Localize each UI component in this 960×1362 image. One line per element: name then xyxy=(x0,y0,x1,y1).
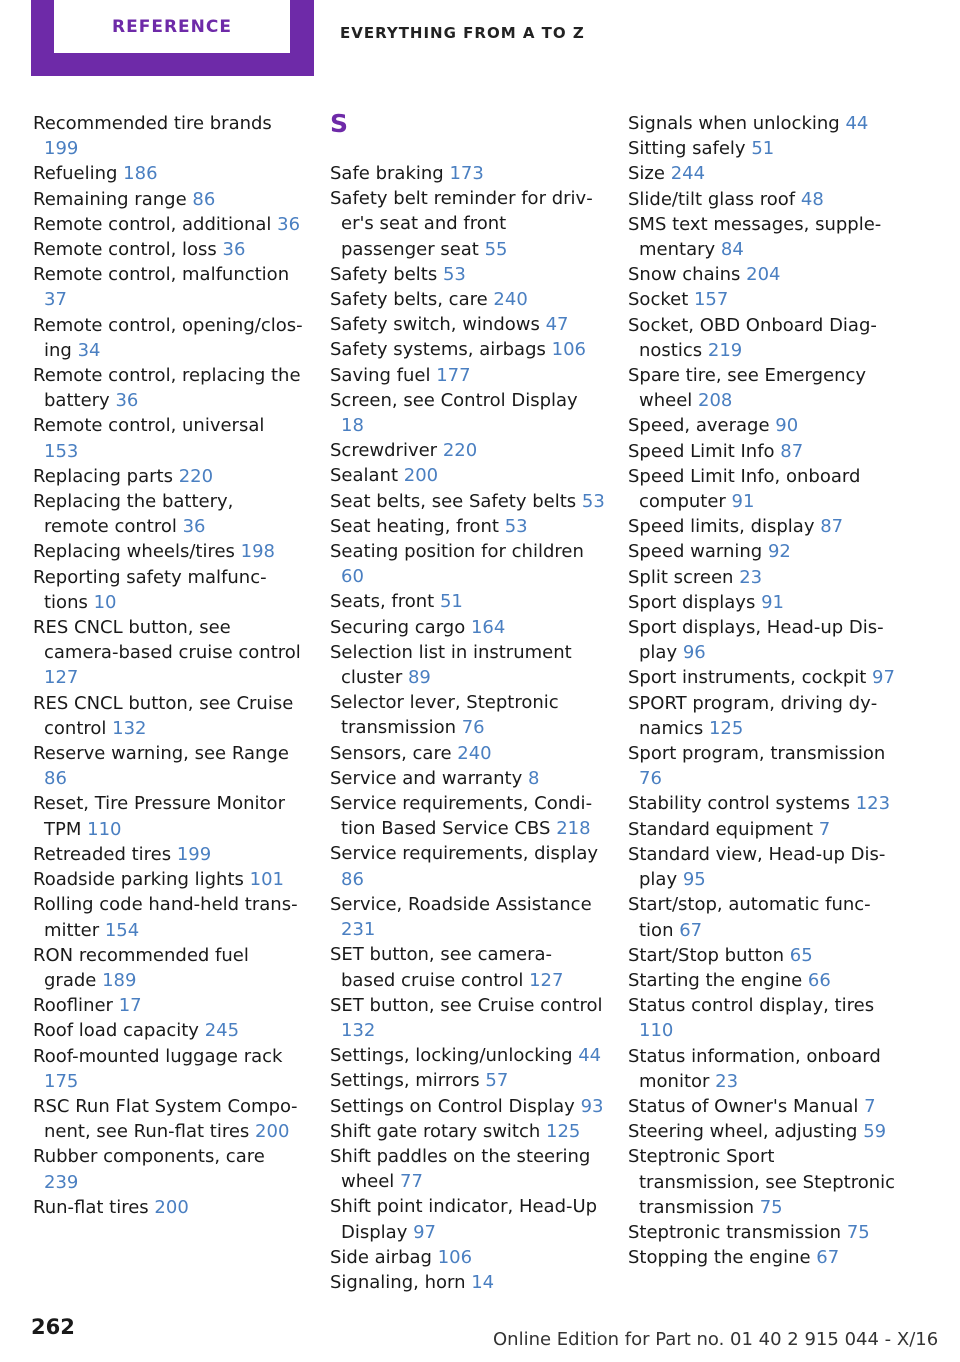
entry-text: Steering wheel, adjusting xyxy=(628,1121,858,1143)
page-link[interactable]: 245 xyxy=(204,1020,240,1042)
index-entry xyxy=(330,388,605,438)
entry-text: Safety belts, care xyxy=(330,289,488,311)
entry-text: Recommended tire brands xyxy=(33,113,272,134)
index-entry xyxy=(33,413,303,463)
index-entry xyxy=(628,817,898,842)
index-entry xyxy=(330,766,605,791)
page-link[interactable]: 240 xyxy=(493,289,528,311)
entry-text: Seats, front xyxy=(330,591,435,613)
entry-text: Screen, see Control Display xyxy=(330,389,578,411)
index-entry xyxy=(33,237,303,262)
entry-text: Service requirements, Condition Based Service CBS xyxy=(330,793,593,840)
index-entry xyxy=(330,942,605,992)
page-link[interactable]: 125 xyxy=(546,1120,581,1142)
page-link[interactable]: 123 xyxy=(855,793,891,815)
entry-text: Refueling xyxy=(33,163,118,185)
index-entry xyxy=(330,1194,605,1244)
page-link[interactable]: 220 xyxy=(442,440,478,462)
footer-edition: Online Edition for Part no. 01 40 2 915 044 - X/16 xyxy=(493,1329,939,1350)
entry-text: SET button, see Cruise control xyxy=(330,994,603,1016)
index-entry xyxy=(628,615,898,665)
page-link[interactable]: 110 xyxy=(87,818,122,840)
entry-text: SPORT program, driving dynamics xyxy=(628,692,878,739)
page-link[interactable]: 18 xyxy=(341,415,364,437)
entry-text: Shift point indicator, Head-Up Display xyxy=(330,1196,598,1243)
entry-text: Size xyxy=(628,163,665,185)
entry-text: Spare tire, see Emergency wheel xyxy=(628,365,867,412)
page-link[interactable]: 220 xyxy=(178,465,214,487)
page-link[interactable]: 186 xyxy=(123,163,158,185)
page-link[interactable]: 189 xyxy=(102,969,137,991)
entry-text: RES CNCL button, see Cruise control xyxy=(33,692,294,739)
index-entry xyxy=(330,1043,605,1068)
index-entry xyxy=(33,615,303,691)
page-link[interactable]: 240 xyxy=(457,742,492,764)
entry-text: Remote control, loss xyxy=(33,239,217,261)
entry-text: Socket xyxy=(628,289,689,311)
index-entry xyxy=(628,1119,898,1144)
index-entry xyxy=(33,842,303,867)
page-link[interactable]: 60 xyxy=(341,566,364,588)
page-link[interactable]: 37 xyxy=(44,289,67,311)
page-link[interactable]: 177 xyxy=(436,364,471,386)
page-link[interactable]: 95 xyxy=(682,869,706,891)
page-link[interactable]: 154 xyxy=(104,919,140,941)
index-entry xyxy=(33,262,303,312)
page-link[interactable]: 44 xyxy=(845,113,869,134)
index-entry xyxy=(33,993,303,1018)
page-link[interactable]: 198 xyxy=(240,541,276,563)
page-link[interactable]: 127 xyxy=(44,667,79,689)
index-entry xyxy=(628,212,898,262)
index-entry xyxy=(628,943,898,968)
entry-text: Service, Roadside Assistance xyxy=(330,893,592,915)
entry-text: Start/Stop button xyxy=(628,944,785,966)
page-link[interactable]: 110 xyxy=(639,1020,674,1042)
entry-text: Sport displays, Head-up Display xyxy=(628,617,884,664)
page-link[interactable]: 125 xyxy=(708,717,744,739)
index-entry xyxy=(330,1119,605,1144)
entry-text: Sitting safely xyxy=(628,138,746,160)
page-link[interactable]: 7 xyxy=(864,1095,876,1117)
entry-text: Service and warranty xyxy=(330,767,523,789)
index-column-1 xyxy=(33,111,303,1220)
entry-text: SET button, see camera-based cruise control xyxy=(330,944,553,991)
page-link[interactable]: 67 xyxy=(816,1247,840,1269)
index-entry xyxy=(330,337,605,362)
index-entry xyxy=(330,1144,605,1194)
index-entry xyxy=(330,640,605,690)
entry-text: Replacing the battery, remote control xyxy=(33,491,234,538)
page-link[interactable]: 34 xyxy=(77,339,101,361)
entry-text: Snow chains xyxy=(628,264,741,286)
entry-text: Roof-mounted luggage rack xyxy=(33,1045,283,1067)
index-entry xyxy=(33,691,303,741)
page-link[interactable]: 76 xyxy=(639,768,662,790)
index-entry xyxy=(330,892,605,942)
entry-text: Sport instruments, cockpit xyxy=(628,667,867,689)
index-entry xyxy=(628,842,898,892)
index-entry xyxy=(628,313,898,363)
page-link[interactable]: 218 xyxy=(556,818,591,840)
entry-text: Speed limits, display xyxy=(628,516,815,538)
entry-text: Saving fuel xyxy=(330,364,431,386)
entry-text: RES CNCL button, see camera-based cruise control xyxy=(33,617,301,664)
entry-text: Replacing wheels/tires xyxy=(33,541,235,563)
entry-text: Reporting safety malfunctions xyxy=(33,566,267,613)
index-entry xyxy=(628,1220,898,1245)
index-entry xyxy=(330,539,605,589)
entry-text: Safety belt reminder for driver's seat and front passenger seat xyxy=(330,188,593,260)
index-entry xyxy=(33,741,303,791)
index-entry xyxy=(628,1094,898,1119)
page-title: EVERYTHING FROM A TO Z xyxy=(340,24,585,42)
index-entry xyxy=(33,111,303,161)
index-entry xyxy=(330,615,605,640)
entry-text: Settings, locking/unlocking xyxy=(330,1045,573,1067)
page-link[interactable]: 66 xyxy=(807,969,831,991)
index-entry xyxy=(628,565,898,590)
page-link[interactable]: 59 xyxy=(863,1121,887,1143)
entry-text: Rolling code hand-held transmitter xyxy=(33,894,298,941)
index-entry xyxy=(33,212,303,237)
entry-text: Safety belts xyxy=(330,263,438,285)
page-link[interactable]: 67 xyxy=(679,919,703,941)
page-link[interactable]: 97 xyxy=(413,1221,436,1243)
index-entry xyxy=(33,187,303,212)
index-entry xyxy=(33,489,303,539)
page-link[interactable]: 239 xyxy=(44,1171,79,1193)
page-link[interactable]: 91 xyxy=(761,591,784,613)
index-entry xyxy=(330,589,605,614)
index-entry xyxy=(628,111,898,136)
page-link[interactable]: 86 xyxy=(44,768,67,790)
page-link[interactable]: 23 xyxy=(739,566,763,588)
index-entry xyxy=(628,968,898,993)
index-entry xyxy=(330,1245,605,1270)
entry-text: Selector lever, Steptronic transmission xyxy=(330,692,559,739)
entry-text: Stability control systems xyxy=(628,793,850,815)
entry-text: Safety systems, airbags xyxy=(330,339,546,361)
index-entry xyxy=(330,186,605,262)
page-link[interactable]: 86 xyxy=(341,868,364,890)
page-link[interactable]: 14 xyxy=(471,1271,495,1293)
index-entry xyxy=(628,1144,898,1220)
index-entry xyxy=(33,1044,303,1094)
entry-text: Status of Owner's Manual xyxy=(628,1095,859,1117)
page-link[interactable]: 36 xyxy=(277,213,301,235)
index-entry xyxy=(628,1044,898,1094)
index-entry xyxy=(628,262,898,287)
page-link[interactable]: 17 xyxy=(118,995,142,1017)
entry-text: Run-flat tires xyxy=(33,1196,149,1218)
index-entry xyxy=(33,791,303,841)
section-letter: S xyxy=(330,109,349,138)
index-entry xyxy=(330,463,605,488)
entry-text: Safe braking xyxy=(330,163,444,184)
index-entry xyxy=(628,187,898,212)
entry-text: Settings, mirrors xyxy=(330,1070,480,1092)
index-entry xyxy=(628,691,898,741)
index-entry xyxy=(330,489,605,514)
page-link[interactable]: 92 xyxy=(767,541,791,563)
page-link[interactable]: 132 xyxy=(341,1019,376,1041)
index-entry xyxy=(330,438,605,463)
page-link[interactable]: 10 xyxy=(93,591,117,613)
page-link[interactable]: 97 xyxy=(872,667,895,689)
entry-text: Starting the engine xyxy=(628,969,803,991)
index-entry xyxy=(330,262,605,287)
entry-text: Side airbag xyxy=(330,1246,432,1268)
entry-text: Signaling, horn xyxy=(330,1271,466,1293)
entry-text: Shift gate rotary switch xyxy=(330,1120,541,1142)
index-entry xyxy=(628,665,898,690)
page-link[interactable]: 65 xyxy=(789,944,813,966)
index-entry xyxy=(33,1018,303,1043)
entry-text: Selection list in instrument cluster xyxy=(330,641,572,689)
entry-text: Shift paddles on the steering wheel xyxy=(330,1145,591,1193)
page-number: 262 xyxy=(31,1315,75,1339)
index-entry xyxy=(33,1195,303,1220)
entry-text: Reserve warning, see Range xyxy=(33,743,289,765)
index-entry xyxy=(330,1068,605,1093)
page-link[interactable]: 53 xyxy=(581,490,605,512)
index-entry xyxy=(33,892,303,942)
entry-text: Sealant xyxy=(330,465,399,487)
index-column-2 xyxy=(330,111,605,1295)
page-link[interactable]: 51 xyxy=(751,138,775,160)
page-link[interactable]: 132 xyxy=(112,717,147,739)
index-entry xyxy=(330,841,605,891)
page-link[interactable]: 76 xyxy=(461,717,485,739)
index-entry xyxy=(330,791,605,841)
page-link[interactable]: 208 xyxy=(698,390,733,412)
page-link[interactable]: 173 xyxy=(449,163,484,184)
entry-text: Sport displays xyxy=(628,591,756,613)
index-entry xyxy=(33,565,303,615)
page-link[interactable]: 101 xyxy=(249,869,284,891)
index-entry xyxy=(33,1094,303,1144)
entry-text: Roadside parking lights xyxy=(33,869,244,891)
index-entry xyxy=(33,867,303,892)
index-entry xyxy=(628,590,898,615)
entry-text: Start/stop, automatic function xyxy=(628,894,871,941)
index-entry xyxy=(330,514,605,539)
page-link[interactable]: 93 xyxy=(580,1095,604,1117)
entry-text: Settings on Control Display xyxy=(330,1095,575,1117)
page-link[interactable]: 53 xyxy=(442,263,466,285)
entry-text: Seat heating, front xyxy=(330,515,499,537)
index-entry xyxy=(628,287,898,312)
index-entry xyxy=(628,413,898,438)
entry-text: Speed, average xyxy=(628,415,770,437)
entry-text: Screwdriver xyxy=(330,440,438,462)
entry-text: Rubber components, care xyxy=(33,1146,265,1168)
index-entry xyxy=(330,312,605,337)
page-link[interactable]: 75 xyxy=(846,1221,870,1243)
page-link[interactable]: 44 xyxy=(578,1045,602,1067)
index-entry xyxy=(628,464,898,514)
page-link[interactable]: 200 xyxy=(154,1196,189,1218)
page-link[interactable]: 53 xyxy=(504,515,528,537)
index-entry xyxy=(33,313,303,363)
entry-text: Remote control, replacing the battery xyxy=(33,365,301,412)
entry-text: Remaining range xyxy=(33,188,187,210)
index-entry xyxy=(628,439,898,464)
page-link[interactable]: 106 xyxy=(551,339,586,361)
page-link[interactable]: 75 xyxy=(759,1196,783,1218)
page-link[interactable]: 164 xyxy=(470,616,506,638)
index-entry xyxy=(628,1245,898,1270)
page-link[interactable]: 200 xyxy=(255,1121,290,1143)
entry-text: Remote control, opening/closing xyxy=(33,314,303,361)
entry-text: Standard equipment xyxy=(628,818,814,840)
index-entry xyxy=(330,363,605,388)
index-entry xyxy=(628,892,898,942)
index-entry xyxy=(628,514,898,539)
index-entry xyxy=(33,161,303,186)
entry-text: Steptronic transmission xyxy=(628,1221,842,1243)
index-entry xyxy=(628,993,898,1043)
index-entry xyxy=(330,690,605,740)
index-entry xyxy=(330,1094,605,1119)
entry-text: Speed Limit Info, onboard computer xyxy=(628,465,861,513)
index-entry xyxy=(628,741,898,791)
entry-text: RSC Run Flat System Component, see Run-flat tires xyxy=(33,1095,298,1143)
entry-text: Standard view, Head-up Display xyxy=(628,843,886,891)
entry-text: Replacing parts xyxy=(33,465,173,487)
page-link[interactable]: 84 xyxy=(720,239,744,261)
index-entry xyxy=(330,993,605,1043)
page-link[interactable]: 91 xyxy=(731,491,755,513)
index-entry xyxy=(628,791,898,816)
page-link[interactable]: 57 xyxy=(485,1070,509,1092)
page-link[interactable]: 127 xyxy=(529,969,564,991)
index-entry xyxy=(628,161,898,186)
index-entry xyxy=(33,1144,303,1194)
index-entry xyxy=(330,741,605,766)
entry-text: Roof load capacity xyxy=(33,1020,199,1042)
index-entry xyxy=(330,287,605,312)
entry-text: Seating position for children xyxy=(330,541,584,563)
page-link[interactable]: 89 xyxy=(407,667,431,689)
index-entry xyxy=(33,464,303,489)
entry-text: Stopping the engine xyxy=(628,1247,811,1269)
index-entry xyxy=(330,1270,605,1295)
entry-text: Split screen xyxy=(628,566,734,588)
index-entry xyxy=(628,136,898,161)
index-entry xyxy=(33,363,303,413)
page-link[interactable]: 87 xyxy=(780,440,804,462)
page-link[interactable]: 77 xyxy=(400,1171,423,1193)
entry-text: Status control display, tires xyxy=(628,995,875,1017)
index-entry xyxy=(628,539,898,564)
entry-text: Socket, OBD Onboard Diagnostics xyxy=(628,314,877,361)
page-link[interactable]: 231 xyxy=(341,919,376,941)
page-link[interactable]: 175 xyxy=(44,1070,79,1092)
page-link[interactable]: 36 xyxy=(115,390,139,412)
entry-text: Securing cargo xyxy=(330,616,466,638)
page-link[interactable]: 8 xyxy=(527,767,540,789)
entry-text: Speed warning xyxy=(628,541,763,563)
entry-text: Remote control, universal xyxy=(33,415,265,437)
entry-text: Remote control, additional xyxy=(33,213,272,235)
index-entry xyxy=(330,161,605,186)
page-link[interactable]: 55 xyxy=(484,238,508,260)
entry-text: Status information, onboard monitor xyxy=(628,1045,881,1092)
page-link[interactable]: 48 xyxy=(800,188,824,210)
entry-text: Service requirements, display xyxy=(330,843,599,865)
page-link[interactable]: 157 xyxy=(693,289,729,311)
page-link[interactable]: 36 xyxy=(182,516,206,538)
entry-text: Steptronic Sport transmission, see Steptronic transmission xyxy=(628,1146,896,1218)
page-link[interactable]: 23 xyxy=(715,1070,739,1092)
entry-text: Sport program, transmission xyxy=(628,743,886,765)
entry-text: RON recommended fuel grade xyxy=(33,944,249,991)
page-link[interactable]: 7 xyxy=(818,818,831,840)
index-entry xyxy=(628,363,898,413)
page-link[interactable]: 90 xyxy=(775,415,799,437)
entry-text: Speed Limit Info xyxy=(628,440,775,462)
page-link[interactable]: 200 xyxy=(403,465,439,487)
page-link[interactable]: 51 xyxy=(439,591,463,613)
page-link[interactable]: 199 xyxy=(176,843,212,865)
page-link[interactable]: 47 xyxy=(545,314,569,336)
page-link[interactable]: 244 xyxy=(670,163,706,185)
page-link[interactable]: 153 xyxy=(44,440,79,462)
index-entry xyxy=(33,943,303,993)
index-entry xyxy=(33,539,303,564)
index-column-3 xyxy=(628,111,898,1270)
entry-text: Remote control, malfunction xyxy=(33,264,290,286)
entry-text: Slide/tilt glass roof xyxy=(628,188,796,210)
page-link[interactable]: 219 xyxy=(707,339,743,361)
page-link[interactable]: 204 xyxy=(746,264,781,286)
entry-text: Sensors, care xyxy=(330,742,452,764)
entry-text: Signals when unlocking xyxy=(628,113,840,134)
page-link[interactable]: 106 xyxy=(437,1246,473,1268)
page-link[interactable]: 86 xyxy=(192,188,216,210)
page-link[interactable]: 36 xyxy=(222,239,246,261)
entry-text: Retreaded tires xyxy=(33,843,172,865)
section-label: REFERENCE xyxy=(54,0,290,53)
entry-text: Roofliner xyxy=(33,995,113,1017)
entry-text: Seat belts, see Safety belts xyxy=(330,490,577,512)
entry-text: Reset, Tire Pressure Monitor TPM xyxy=(33,793,285,840)
page-link[interactable]: 87 xyxy=(820,516,844,538)
page-link[interactable]: 199 xyxy=(44,138,79,160)
entry-text: Safety switch, windows xyxy=(330,314,540,336)
page-link[interactable]: 96 xyxy=(682,642,706,664)
entry-text: SMS text messages, supplementary xyxy=(628,213,882,261)
